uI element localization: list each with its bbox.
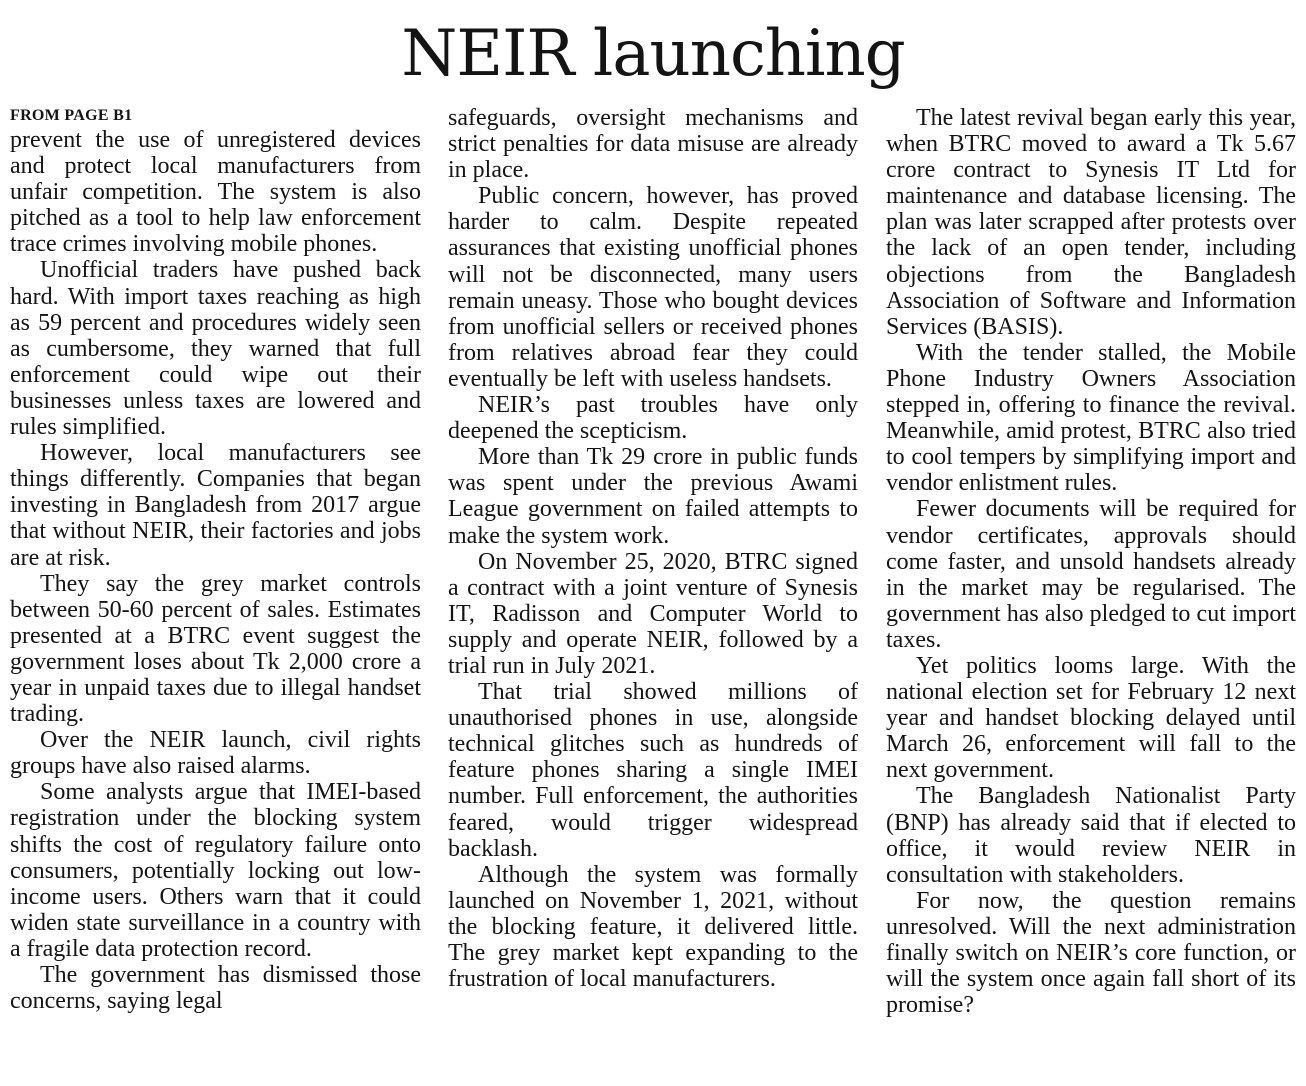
paragraph: The Bangladesh Nationalist Party (BNP) has already said that if elected to office, it would review NEIR in consultation with stakeholders. bbox=[886, 783, 1296, 888]
paragraph: On November 25, 2020, BTRC signed a contract with a joint venture of Synesis IT, Radisson and Computer World to supply and operate NEIR, followed by a trial run in July 2021. bbox=[448, 548, 858, 679]
paragraph: The government has dismissed those concerns, saying legal bbox=[10, 962, 421, 1015]
continuation-kicker: FROM PAGE B1 bbox=[10, 107, 133, 124]
paragraph: prevent the use of unregistered devices and protect local manufacturers from unfair competition. The system is also pitched as a tool to help law enforcement trace crimes involving mobile phones. bbox=[10, 127, 421, 258]
paragraph: Some analysts argue that IMEI-based registration under the blocking system shifts the cost of regulatory failure onto consumers, potentially locking out low-income users. Others warn that it could widen state surveillance in a country with a fragile data protection record. bbox=[10, 779, 421, 962]
article-column-2 bbox=[448, 105, 858, 1080]
article-headline: NEIR launching bbox=[401, 17, 905, 91]
paragraph: Although the system was formally launched on November 1, 2021, without the blocking feature, it delivered little. The grey market kept expanding to the frustration of local manufacturers. bbox=[448, 861, 858, 993]
paragraph: NEIR’s past troubles have only deepened the scepticism. bbox=[448, 392, 858, 445]
paragraph: Unofficial traders have pushed back hard. With import taxes reaching as high as 59 percent and procedures widely seen as cumbersome, they warned that full enforcement could wipe out their businesses unless taxes are lowered and rules simplified. bbox=[10, 257, 421, 441]
paragraph: They say the grey market controls between 50-60 percent of sales. Estimates presented at a BTRC event suggest the government loses about Tk 2,000 crore a year in unpaid taxes due to illegal handset trading. bbox=[10, 570, 421, 728]
paragraph: That trial showed millions of unauthorised phones in use, alongside technical glitches such as hundreds of feature phones sharing a single IMEI number. Full enforcement, the authorities feared, would trigger widespread backlash. bbox=[448, 679, 858, 862]
paragraph: The latest revival began early this year, when BTRC moved to award a Tk 5.67 crore contract to Synesis IT Ltd for maintenance and database licensing. The plan was later scrapped after protests over the lack of an open tender, including objections from the Bangladesh Association of Software and Information Services (BASIS). bbox=[886, 105, 1296, 340]
paragraph: Fewer documents will be required for vendor certificates, approvals should come faster, and unsold handsets already in the market may be regularised. The government has also pledged to cut import taxes. bbox=[886, 496, 1296, 653]
paragraph: For now, the question remains unresolved. Will the next administration finally switch on NEIR’s core function, or will the system once again fall short of its promise? bbox=[886, 887, 1296, 1019]
paragraph: However, local manufacturers see things differently. Companies that began investing in Bangladesh from 2017 argue that without NEIR, their factories and jobs are at risk. bbox=[10, 440, 421, 571]
article-column-1 bbox=[10, 105, 421, 1080]
article-column-3 bbox=[886, 105, 1296, 1080]
paragraph: Yet politics looms large. With the national election set for February 12 next year and handset blocking delayed until March 26, enforcement will fall to the next government. bbox=[886, 652, 1296, 784]
paragraph: More than Tk 29 crore in public funds was spent under the previous Awami League government on failed attempts to make the system work. bbox=[448, 444, 858, 549]
paragraph: Over the NEIR launch, civil rights groups have also raised alarms. bbox=[10, 727, 421, 780]
paragraph: With the tender stalled, the Mobile Phone Industry Owners Association stepped in, offering to finance the revival. Meanwhile, amid protest, BTRC also tried to cool tempers by simplifying import and vendor enlistment rules. bbox=[886, 339, 1296, 497]
paragraph: safeguards, oversight mechanisms and strict penalties for data misuse are already in place. bbox=[448, 105, 858, 184]
paragraph: Public concern, however, has proved harder to calm. Despite repeated assurances that existing unofficial phones will not be disconnected, many users remain uneasy. Those who bought devices from unofficial sellers or received phones from relatives abroad fear they could eventually be left with useless handsets. bbox=[448, 183, 858, 392]
